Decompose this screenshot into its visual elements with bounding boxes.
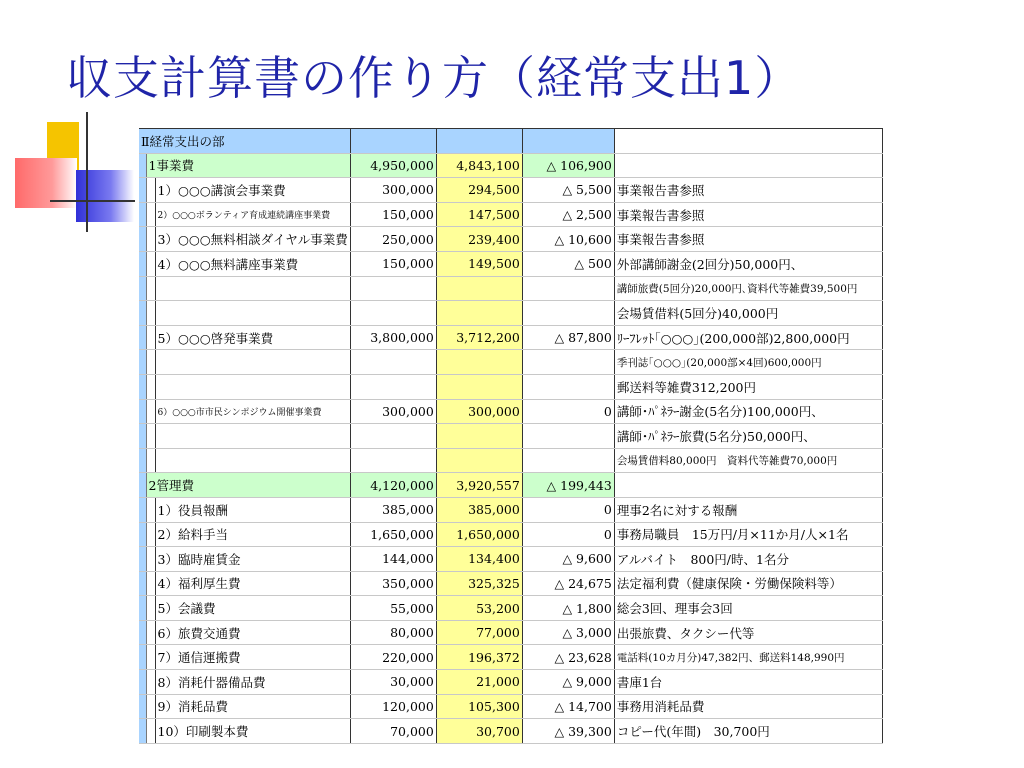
budget-amount: 350,000 xyxy=(350,571,436,596)
row-indent-cell xyxy=(146,645,155,670)
remarks-note: 事務用消耗品費 xyxy=(614,694,882,719)
budget-amount: 80,000 xyxy=(350,620,436,645)
difference-amount: △ 14,700 xyxy=(522,694,614,719)
item-label: 2）○○○ボランティア育成連続講座事業費 xyxy=(155,202,350,227)
actual-amount: 4,843,100 xyxy=(436,153,522,178)
budget-amount: 4,120,000 xyxy=(350,473,436,498)
item-label: 2）給料手当 xyxy=(155,522,350,547)
actual-amount: 30,700 xyxy=(436,719,522,744)
remarks-note: 総会3回、理事会3回 xyxy=(614,596,882,621)
row-margin-cell xyxy=(139,178,146,203)
actual-amount: 294,500 xyxy=(436,178,522,203)
actual-amount: 105,300 xyxy=(436,694,522,719)
table-row xyxy=(139,571,882,596)
remarks-note: ﾘｰﾌﾚｯﾄ｢○○○｣(200,000部)2,800,000円 xyxy=(614,325,882,350)
difference-amount: △ 24,675 xyxy=(522,571,614,596)
remarks-note xyxy=(614,153,882,178)
actual-amount: 149,500 xyxy=(436,251,522,276)
budget-amount xyxy=(350,276,436,301)
difference-amount xyxy=(522,448,614,473)
budget-amount: 30,000 xyxy=(350,670,436,695)
difference-amount: △ 9,600 xyxy=(522,547,614,572)
difference-amount: △ 23,628 xyxy=(522,645,614,670)
row-margin-cell xyxy=(139,325,146,350)
row-indent-cell xyxy=(146,571,155,596)
difference-amount: △ 5,500 xyxy=(522,178,614,203)
table-row xyxy=(139,325,882,350)
row-indent-cell xyxy=(146,424,155,449)
row-margin-cell xyxy=(139,374,146,399)
item-label: 3）臨時雇賃金 xyxy=(155,547,350,572)
row-indent-cell xyxy=(146,448,155,473)
row-margin-cell xyxy=(139,670,146,695)
row-margin-cell xyxy=(139,399,146,424)
table-row xyxy=(139,620,882,645)
actual-amount: 53,200 xyxy=(436,596,522,621)
remarks-note: 事務局職員 15万円/月×11か月/人×1名 xyxy=(614,522,882,547)
table-row xyxy=(139,202,882,227)
item-label xyxy=(155,424,350,449)
budget-amount xyxy=(350,301,436,326)
item-label xyxy=(155,374,350,399)
header-cell-2 xyxy=(436,129,522,154)
decor-blue-square xyxy=(76,170,134,222)
remarks-note: 外部講師謝金(2回分)50,000円、 xyxy=(614,251,882,276)
budget-amount xyxy=(350,424,436,449)
row-margin-cell xyxy=(139,522,146,547)
row-indent-cell xyxy=(146,251,155,276)
actual-amount xyxy=(436,424,522,449)
item-label: 1）役員報酬 xyxy=(155,497,350,522)
table-row xyxy=(139,694,882,719)
difference-amount xyxy=(522,350,614,375)
row-indent-cell xyxy=(146,399,155,424)
row-indent-cell xyxy=(146,276,155,301)
difference-amount: △ 199,443 xyxy=(522,473,614,498)
remarks-note: コピー代(年間) 30,700円 xyxy=(614,719,882,744)
remarks-note: 講師･ﾊﾟﾈﾗｰ旅費(5名分)50,000円、 xyxy=(614,424,882,449)
table-row xyxy=(139,399,882,424)
budget-amount: 3,800,000 xyxy=(350,325,436,350)
row-margin-cell xyxy=(139,301,146,326)
difference-amount: △ 500 xyxy=(522,251,614,276)
remarks-note: 事業報告書参照 xyxy=(614,202,882,227)
remarks-note xyxy=(614,473,882,498)
remarks-note: 事業報告書参照 xyxy=(614,227,882,252)
table-row xyxy=(139,670,882,695)
budget-amount: 300,000 xyxy=(350,399,436,424)
category-label: 1事業費 xyxy=(146,153,350,178)
difference-amount xyxy=(522,276,614,301)
header-cell-note xyxy=(614,129,882,154)
category-label: 2管理費 xyxy=(146,473,350,498)
table-row xyxy=(139,178,882,203)
remarks-note: 書庫1台 xyxy=(614,670,882,695)
budget-amount: 150,000 xyxy=(350,202,436,227)
item-label xyxy=(155,448,350,473)
section-header-row xyxy=(139,129,882,154)
actual-amount: 385,000 xyxy=(436,497,522,522)
difference-amount: △ 1,800 xyxy=(522,596,614,621)
actual-amount xyxy=(436,276,522,301)
actual-amount xyxy=(436,374,522,399)
item-label xyxy=(155,276,350,301)
row-indent-cell xyxy=(146,325,155,350)
difference-amount: 0 xyxy=(522,522,614,547)
budget-amount: 1,650,000 xyxy=(350,522,436,547)
row-margin-cell xyxy=(139,202,146,227)
table-row xyxy=(139,227,882,252)
row-indent-cell xyxy=(146,522,155,547)
item-label: 3）○○○無料相談ダイヤル事業費 xyxy=(155,227,350,252)
item-label xyxy=(155,301,350,326)
remarks-note: 事業報告書参照 xyxy=(614,178,882,203)
row-indent-cell xyxy=(146,670,155,695)
budget-amount xyxy=(350,350,436,375)
row-margin-cell xyxy=(139,424,146,449)
table-row xyxy=(139,522,882,547)
table-row xyxy=(139,448,882,473)
category-row xyxy=(139,153,882,178)
table-row xyxy=(139,547,882,572)
budget-amount: 70,000 xyxy=(350,719,436,744)
row-margin-cell xyxy=(139,153,146,178)
actual-amount xyxy=(436,301,522,326)
row-margin-cell xyxy=(139,448,146,473)
remarks-note: 会場賃借料(5回分)40,000円 xyxy=(614,301,882,326)
actual-amount: 77,000 xyxy=(436,620,522,645)
actual-amount: 3,712,200 xyxy=(436,325,522,350)
row-margin-cell xyxy=(139,251,146,276)
difference-amount: △ 106,900 xyxy=(522,153,614,178)
row-margin-cell xyxy=(139,645,146,670)
item-label: 10）印刷製本費 xyxy=(155,719,350,744)
item-label: 1）○○○講演会事業費 xyxy=(155,178,350,203)
row-indent-cell xyxy=(146,497,155,522)
actual-amount xyxy=(436,448,522,473)
budget-amount: 55,000 xyxy=(350,596,436,621)
budget-amount xyxy=(350,374,436,399)
table-row xyxy=(139,350,882,375)
remarks-note: 法定福利費（健康保険・労働保険料等） xyxy=(614,571,882,596)
item-label: 8）消耗什器備品費 xyxy=(155,670,350,695)
item-label: 6）○○○市市民シンポジウム開催事業費 xyxy=(155,399,350,424)
item-label: 7）通信運搬費 xyxy=(155,645,350,670)
budget-amount: 385,000 xyxy=(350,497,436,522)
table-row xyxy=(139,719,882,744)
row-indent-cell xyxy=(146,719,155,744)
difference-amount: △ 10,600 xyxy=(522,227,614,252)
difference-amount: 0 xyxy=(522,399,614,424)
actual-amount: 325,325 xyxy=(436,571,522,596)
section-header-label: Ⅱ経常支出の部 xyxy=(139,129,350,154)
remarks-note: 理事2名に対する報酬 xyxy=(614,497,882,522)
row-margin-cell xyxy=(139,694,146,719)
actual-amount xyxy=(436,350,522,375)
item-label: 9）消耗品費 xyxy=(155,694,350,719)
item-label: 5）会議費 xyxy=(155,596,350,621)
difference-amount: 0 xyxy=(522,497,614,522)
table-row xyxy=(139,645,882,670)
difference-amount: △ 2,500 xyxy=(522,202,614,227)
difference-amount xyxy=(522,424,614,449)
actual-amount: 21,000 xyxy=(436,670,522,695)
category-row xyxy=(139,473,882,498)
row-margin-cell xyxy=(139,473,146,498)
actual-amount: 239,400 xyxy=(436,227,522,252)
difference-amount: △ 39,300 xyxy=(522,719,614,744)
budget-amount: 144,000 xyxy=(350,547,436,572)
budget-amount: 250,000 xyxy=(350,227,436,252)
budget-amount: 4,950,000 xyxy=(350,153,436,178)
remarks-note: 電話料(10カ月分)47,382円、郵送料148,990円 xyxy=(614,645,882,670)
row-margin-cell xyxy=(139,350,146,375)
table-row xyxy=(139,276,882,301)
row-indent-cell xyxy=(146,547,155,572)
item-label: 4）○○○無料講座事業費 xyxy=(155,251,350,276)
difference-amount: △ 3,000 xyxy=(522,620,614,645)
remarks-note: 会場賃借料80,000円 資料代等雑費70,000円 xyxy=(614,448,882,473)
actual-amount: 147,500 xyxy=(436,202,522,227)
header-cell-3 xyxy=(522,129,614,154)
row-indent-cell xyxy=(146,596,155,621)
row-indent-cell xyxy=(146,694,155,719)
item-label xyxy=(155,350,350,375)
item-label: 6）旅費交通費 xyxy=(155,620,350,645)
remarks-note: 講師･ﾊﾟﾈﾗｰ謝金(5名分)100,000円、 xyxy=(614,399,882,424)
budget-amount: 300,000 xyxy=(350,178,436,203)
row-indent-cell xyxy=(146,178,155,203)
expense-table-body xyxy=(139,129,882,744)
budget-amount: 150,000 xyxy=(350,251,436,276)
row-margin-cell xyxy=(139,571,146,596)
row-indent-cell xyxy=(146,202,155,227)
actual-amount: 134,400 xyxy=(436,547,522,572)
row-margin-cell xyxy=(139,620,146,645)
table-row xyxy=(139,374,882,399)
item-label: 4）福利厚生費 xyxy=(155,571,350,596)
header-cell-1 xyxy=(350,129,436,154)
slide-title: 収支計算書の作り方（経常支出1） xyxy=(66,51,802,105)
table-row xyxy=(139,497,882,522)
remarks-note: 講師旅費(5回分)20,000円､資料代等雑費39,500円 xyxy=(614,276,882,301)
remarks-note: 出張旅費、タクシー代等 xyxy=(614,620,882,645)
decor-vertical-line xyxy=(86,112,88,232)
actual-amount: 1,650,000 xyxy=(436,522,522,547)
table-row xyxy=(139,301,882,326)
row-indent-cell xyxy=(146,227,155,252)
table-row xyxy=(139,251,882,276)
budget-amount: 220,000 xyxy=(350,645,436,670)
actual-amount: 300,000 xyxy=(436,399,522,424)
row-indent-cell xyxy=(146,620,155,645)
difference-amount xyxy=(522,374,614,399)
remarks-note: 季刊誌｢○○○｣(20,000部×4回)600,000円 xyxy=(614,350,882,375)
row-margin-cell xyxy=(139,497,146,522)
difference-amount: △ 87,800 xyxy=(522,325,614,350)
budget-amount: 120,000 xyxy=(350,694,436,719)
remarks-note: 郵送料等雑費312,200円 xyxy=(614,374,882,399)
row-margin-cell xyxy=(139,227,146,252)
row-margin-cell xyxy=(139,276,146,301)
row-indent-cell xyxy=(146,350,155,375)
actual-amount: 196,372 xyxy=(436,645,522,670)
budget-amount xyxy=(350,448,436,473)
actual-amount: 3,920,557 xyxy=(436,473,522,498)
remarks-note: アルバイト 800円/時、1名分 xyxy=(614,547,882,572)
table-row xyxy=(139,596,882,621)
difference-amount: △ 9,000 xyxy=(522,670,614,695)
table-row xyxy=(139,424,882,449)
item-label: 5）○○○啓発事業費 xyxy=(155,325,350,350)
row-margin-cell xyxy=(139,719,146,744)
decor-horizontal-line xyxy=(50,200,135,202)
difference-amount xyxy=(522,301,614,326)
row-indent-cell xyxy=(146,301,155,326)
row-margin-cell xyxy=(139,596,146,621)
row-margin-cell xyxy=(139,547,146,572)
expense-table xyxy=(139,128,883,744)
row-indent-cell xyxy=(146,374,155,399)
